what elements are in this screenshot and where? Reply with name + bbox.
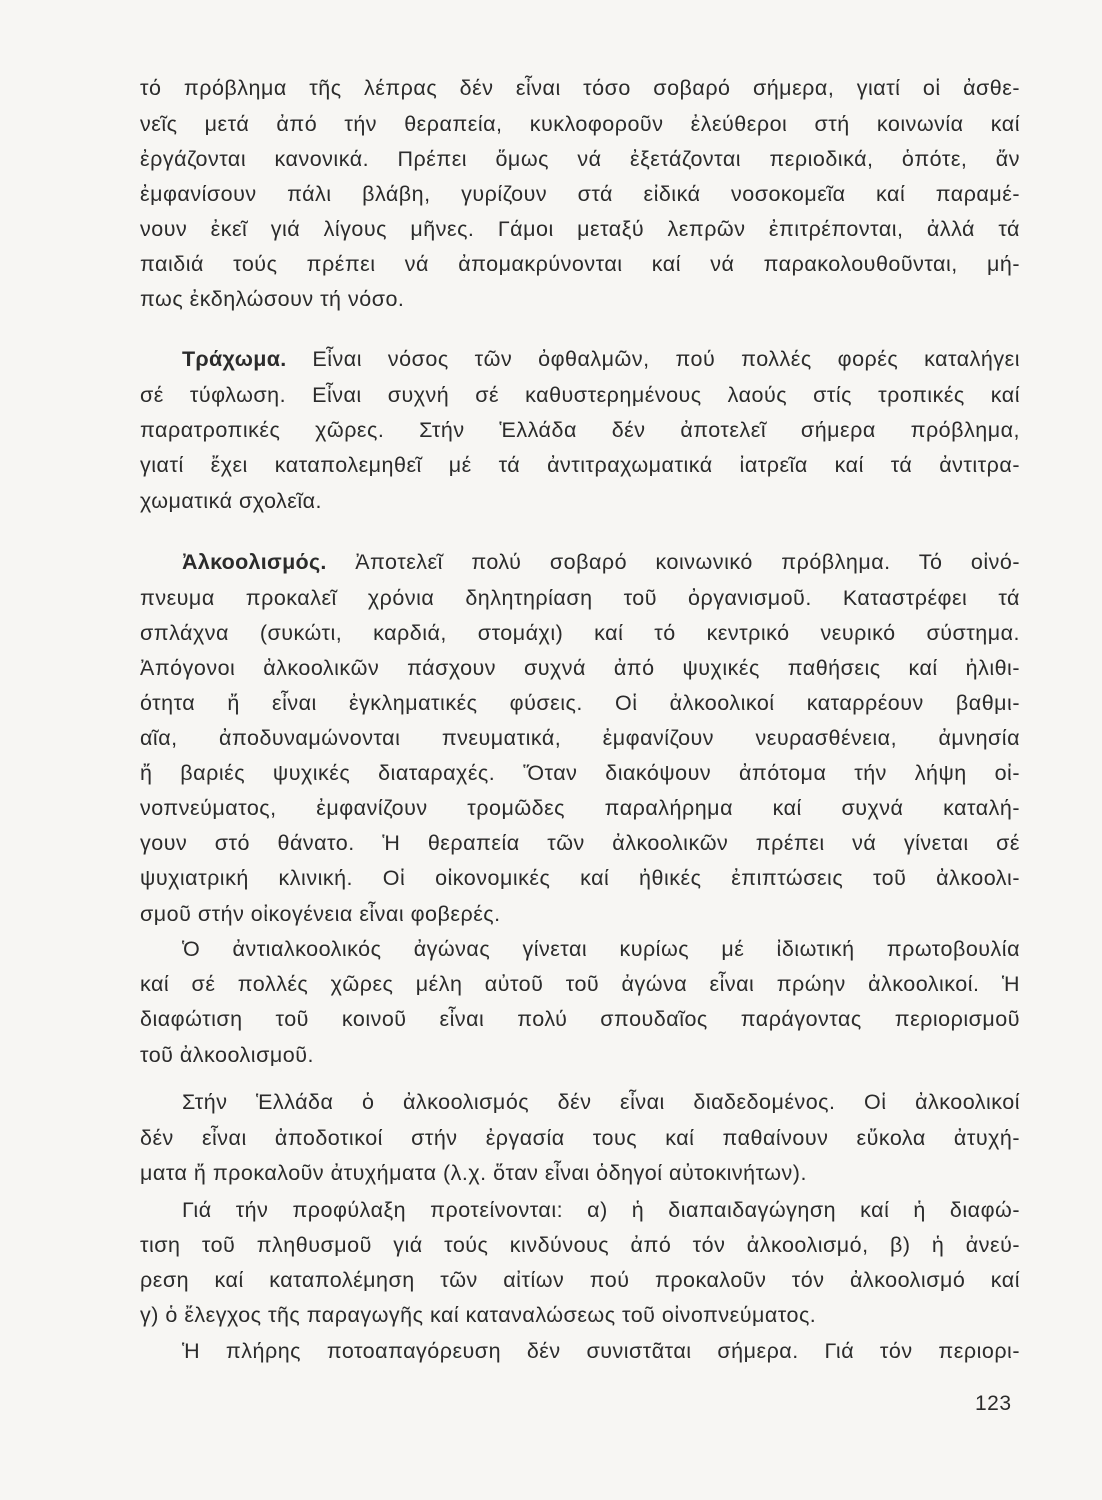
- text-line: Ἡ πλήρης ποτοαπαγόρευση δέν συνιστᾶται σήμερα. Γιά τόν περιορι-: [182, 1339, 1020, 1363]
- text-span: Εἶναι νόσος τῶν ὀφθαλμῶν, πού πολλές φορές καταλήγει: [312, 347, 1020, 371]
- text-line: νουν ἐκεῖ γιά λίγους μῆνες. Γάμοι μεταξύ λεπρῶν ἐπιτρέπονται, ἀλλά τά: [140, 217, 1020, 241]
- text-line: ἐμφανίσουν πάλι βλάβη, γυρίζουν στά εἰδικά νοσοκομεῖα καί παραμέ-: [140, 182, 1020, 206]
- text-line: Στήν Ἑλλάδα ὁ ἀλκοολισμός δέν εἶναι διαδεδομένος. Οἱ ἀλκοολικοί: [182, 1090, 1020, 1114]
- text-line: παρατροπικές χῶρες. Στήν Ἑλλάδα δέν ἀποτελεῖ σήμερα πρόβλημα,: [140, 418, 1020, 442]
- text-line: παιδιά τούς πρέπει νά ἀπομακρύνονται καί νά παρακολουθοῦνται, μή-: [140, 252, 1020, 276]
- text-line: ἤ βαριές ψυχικές διαταραχές. Ὅταν διακόψουν ἀπότομα τήν λήψη οἰ-: [140, 761, 1020, 785]
- text-line: πως ἐκδηλώσουν τή νόσο.: [140, 287, 405, 311]
- text-line: σμοῦ στήν οἰκογένεια εἶναι φοβερές.: [140, 902, 501, 926]
- heading-trachoma: Τράχωμα.: [182, 347, 287, 371]
- text-line: νεῖς μετά ἀπό τήν θεραπεία, κυκλοφοροῦν ἐλεύθεροι στή κοινωνία καί: [140, 112, 1020, 136]
- text-line: σέ τύφλωση. Εἶναι συχνή σέ καθυστερημένους λαούς στίς τροπικές καί: [140, 383, 1020, 407]
- text-line: καί σέ πολλές χῶρες μέλη αὐτοῦ τοῦ ἀγώνα εἶναι πρώην ἀλκοολικοί. Ἡ: [140, 972, 1020, 996]
- text-line: γιατί ἔχει καταπολεμηθεῖ μέ τά ἀντιτραχωματικά ἰατρεῖα καί τά ἀντιτρα-: [140, 453, 1020, 477]
- text-line: τό πρόβλημα τῆς λέπρας δέν εἶναι τόσο σοβαρό σήμερα, γιατί οἱ ἀσθε-: [140, 76, 1020, 100]
- text-line: διαφώτιση τοῦ κοινοῦ εἶναι πολύ σπουδαῖος παράγοντας περιορισμοῦ: [140, 1007, 1020, 1031]
- text-line: ψυχιατρική κλινική. Οἱ οἰκονομικές καί ἠθικές ἐπιπτώσεις τοῦ ἀλκοολι-: [140, 866, 1020, 890]
- text-line: χωματικά σχολεῖα.: [140, 489, 323, 513]
- text-line: τοῦ ἀλκοολισμοῦ.: [140, 1043, 314, 1067]
- text-line: ρεση καί καταπολέμηση τῶν αἰτίων πού προκαλοῦν τόν ἀλκοολισμό καί: [140, 1268, 1020, 1292]
- text-line: νοπνεύματος, ἐμφανίζουν τρομῶδες παραλήρημα καί συχνά καταλή-: [140, 796, 1020, 820]
- paragraph-alcoholism: [182, 549, 1020, 575]
- text-line: γ) ὁ ἔλεγχος τῆς παραγωγῆς καί καταναλώσεως τοῦ οἰνοπνεύματος.: [140, 1303, 817, 1327]
- text-line: Ὁ ἀντιαλκοολικός ἀγώνας γίνεται κυρίως μέ ἰδιωτική πρωτοβουλία: [182, 937, 1020, 961]
- text-line: γουν στό θάνατο. Ἡ θεραπεία τῶν ἀλκοολικῶν πρέπει νά γίνεται σέ: [140, 831, 1020, 855]
- heading-alcoholism: Ἀλκοολισμός.: [182, 550, 327, 574]
- text-line: σπλάχνα (συκώτι, καρδιά, στομάχι) καί τό κεντρικό νευρικό σύστημα.: [140, 621, 1020, 645]
- text-line: ἐργάζονται κανονικά. Πρέπει ὅμως νά ἐξετάζονται περιοδικά, ὁπότε, ἄν: [140, 147, 1020, 171]
- paragraph-trachoma: [182, 346, 1020, 372]
- text-line: δέν εἶναι ἀποδοτικοί στήν ἐργασία τους καί παθαίνουν εὔκολα ἀτυχή-: [140, 1126, 1020, 1150]
- text-line: αῖα, ἀποδυναμώνονται πνευματικά, ἐμφανίζουν νευρασθένεια, ἀμνησία: [140, 726, 1020, 750]
- text-line: Γιά τήν προφύλαξη προτείνονται: α) ἡ διαπαιδαγώγηση καί ἡ διαφώ-: [182, 1198, 1020, 1222]
- text-line: τιση τοῦ πληθυσμοῦ γιά τούς κινδύνους ἀπό τόν ἀλκοολισμό, β) ἡ ἀνεύ-: [140, 1233, 1020, 1257]
- text-line: Ἀπόγονοι ἀλκοολικῶν πάσχουν συχνά ἀπό ψυχικές παθήσεις καί ἠλιθι-: [140, 656, 1020, 680]
- text-span: Ἀποτελεῖ πολύ σοβαρό κοινωνικό πρόβλημα. Τό οἰνό-: [355, 550, 1020, 574]
- text-line: ότητα ἤ εἶναι ἐγκληματικές φύσεις. Οἱ ἀλκοολικοί καταρρέουν βαθμι-: [140, 691, 1020, 715]
- page-number: 123: [975, 1392, 1012, 1415]
- text-line: ματα ἤ προκαλοῦν ἀτυχήματα (λ.χ. ὅταν εἶναι ὁδηγοί αὐτοκινήτων).: [140, 1161, 807, 1185]
- text-line: πνευμα προκαλεῖ χρόνια δηλητηρίαση τοῦ ὀργανισμοῦ. Καταστρέφει τά: [140, 586, 1020, 610]
